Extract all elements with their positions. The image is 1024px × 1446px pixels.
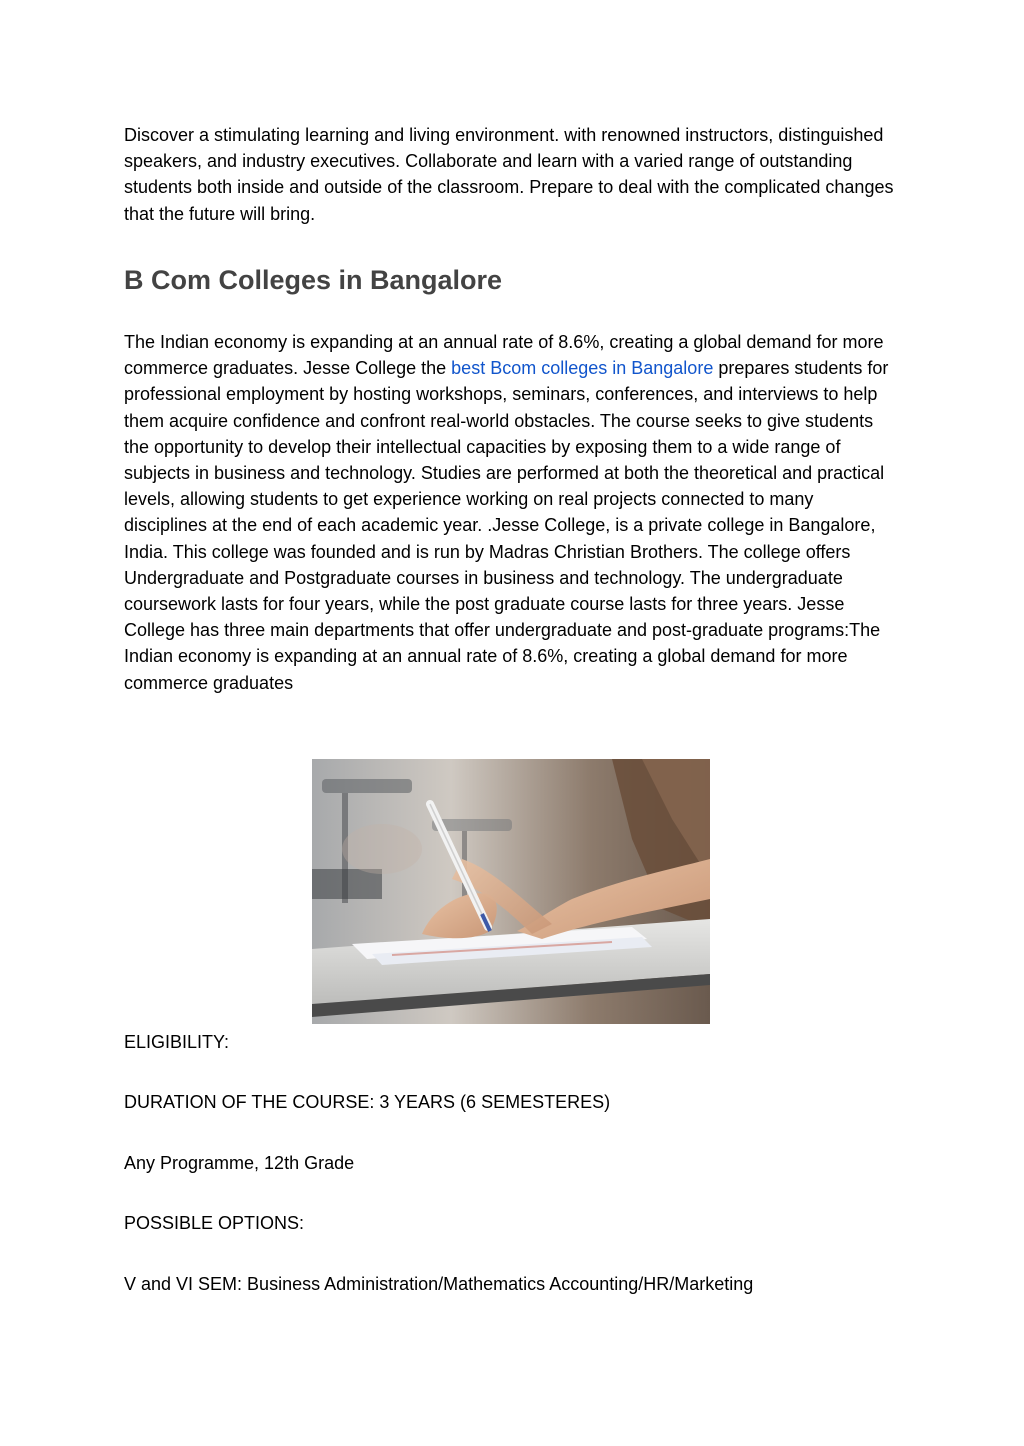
section-heading: B Com Colleges in Bangalore xyxy=(124,265,503,295)
section-body-paragraph xyxy=(124,329,900,696)
programme-requirement: Any Programme, 12th Grade xyxy=(124,1153,355,1173)
best-bcom-colleges-link[interactable]: best Bcom colleges in Bangalore xyxy=(451,358,714,379)
possible-options-label: POSSIBLE OPTIONS: xyxy=(124,1213,305,1233)
course-duration: DURATION OF THE COURSE: 3 YEARS (6 SEMESTERES) xyxy=(124,1092,611,1112)
body-text-after-link: prepares students for professional employment by hosting workshops, seminars, conferences, and interviews to help them acquire confidence and confront real-world obstacles. The course seeks to give students the opportunity to develop their intellectual capacities by exposing them to a wide range of subjects in business and technology. Studies are performed at both the theoretical and practical levels, allowing students to get experience working on real projects connected to many disciplines at the end of each academic year. .Jesse College, is a private college in Bangalore, India. This college was founded and is run by Madras Christian Brothers. The college offers Undergraduate and Postgraduate courses in business and technology. The undergraduate coursework lasts for four years, while the post graduate course lasts for three years. Jesse College has three main departments that offer undergraduate and post-graduate programs:The Indian economy is expanding at an annual rate of 8.6%, creating a global demand for more commerce graduates xyxy=(124,358,889,693)
intro-paragraph: Discover a stimulating learning and living environment. with renowned instructors, distinguished speakers, and industry executives. Collaborate and learn with a varied range of outstanding students both inside and outside of the classroom. Prepare to deal with the complicated changes that the future will bring. xyxy=(124,125,894,224)
body-text-before-link: The Indian economy is expanding at an annual rate of 8.6%, creating a global demand for more commerce graduates. Jesse College the xyxy=(124,332,884,379)
student-writing-photo xyxy=(312,759,710,1024)
semester-specializations: V and VI SEM: Business Administration/Mathematics Accounting/HR/Marketing xyxy=(124,1274,754,1294)
student-writing-illustration xyxy=(312,759,710,1024)
eligibility-label: ELIGIBILITY: xyxy=(124,1032,230,1052)
